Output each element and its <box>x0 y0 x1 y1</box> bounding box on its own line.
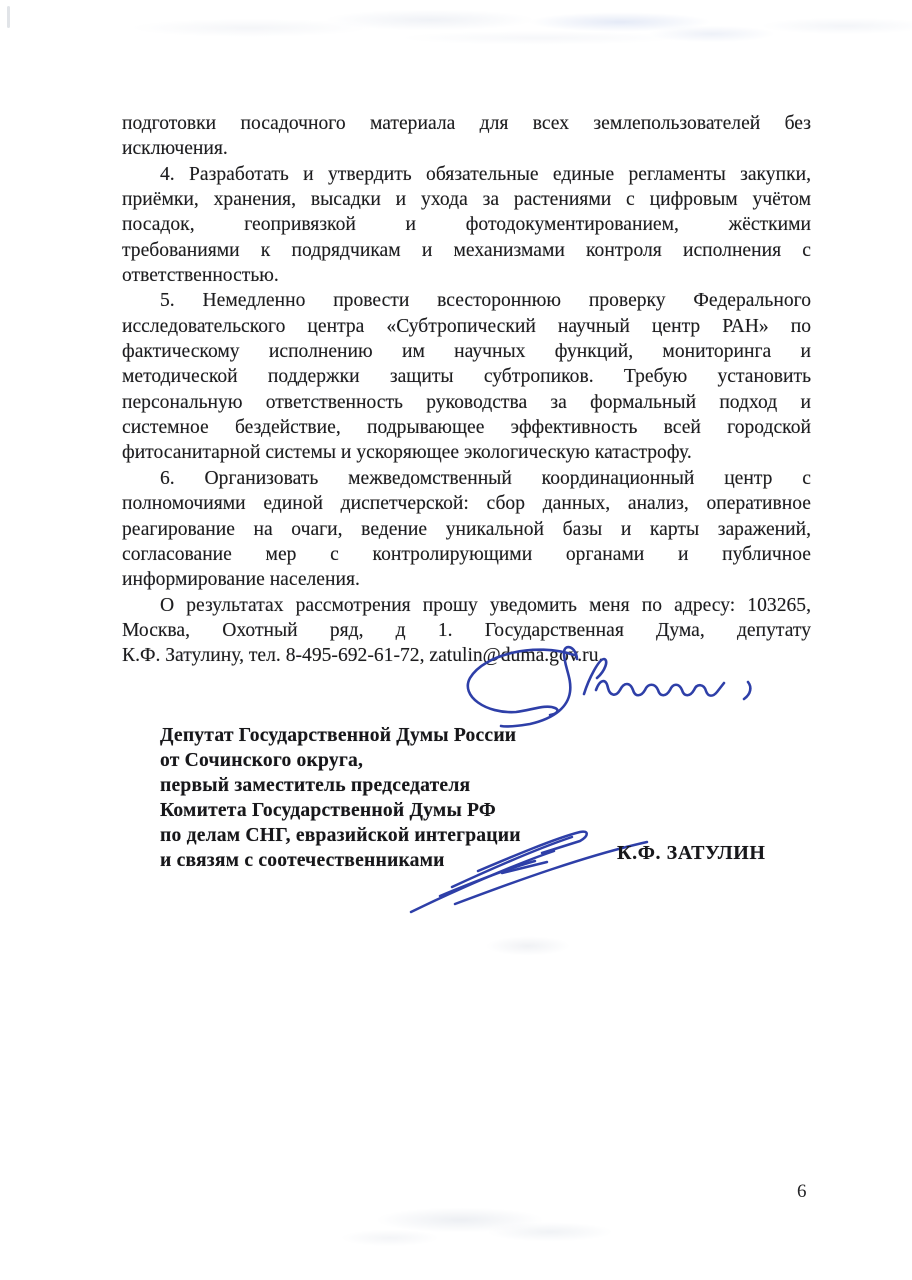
signature-block-line: по делам СНГ, евразийской интеграции <box>160 825 521 847</box>
body-text-line: системное бездействие, подрывающее эффективность всей городской <box>122 417 811 439</box>
body-text-line: требованиями к подрядчикам и механизмами контроля исполнения с <box>122 239 811 261</box>
body-text-line: 6. Организовать межведомственный координационный центр с <box>160 467 811 489</box>
body-text-line: посадок, геопривязкой и фотодокументированием, жёсткими <box>122 214 811 236</box>
body-text-line: О результатах рассмотрения прошу уведомить меня по адресу: 103265, <box>160 594 811 616</box>
signature-block-line: от Сочинского округа, <box>160 750 364 772</box>
signature-block-line: и связям с соотечественниками <box>160 850 445 872</box>
body-text-line: согласование мер с контролирующими органами и публичное <box>122 543 811 565</box>
body-text-line: фитосанитарной системы и ускоряющее экологическую катастрофу. <box>122 442 692 464</box>
signature-block <box>160 723 521 874</box>
signature-block-line: Депутат Государственной Думы России <box>160 725 517 746</box>
body-text-line: персональную ответственность руководства за формальный подход и <box>122 391 811 413</box>
body-text-line: Москва, Охотный ряд, д 1. Государственная Дума, депутату <box>122 619 811 641</box>
document-body <box>122 111 811 669</box>
body-text-line: 5. Немедленно провести всестороннюю проверку Федерального <box>160 290 811 312</box>
body-text-line: фактическому исполнению им научных функций, мониторинга и <box>122 341 811 363</box>
signer-name: К.Ф. ЗАТУЛИН <box>617 842 766 864</box>
body-text-line: ответственностью. <box>122 265 279 287</box>
body-text-line: 4. Разработать и утвердить обязательные единые регламенты закупки, <box>160 163 811 185</box>
signature-block-line: первый заместитель председателя <box>160 775 471 797</box>
body-text-line: методической поддержки защиты субтропиков. Требую установить <box>122 366 811 388</box>
body-text-line: приёмки, хранения, высадки и ухода за растениями с цифровым учётом <box>122 189 811 211</box>
body-text-line: реагирование на очаги, ведение уникальной базы и карты заражений, <box>122 518 811 540</box>
scan-artifact-bottom <box>320 1198 630 1256</box>
body-text-line: подготовки посадочного материала для всех землепользователей без <box>122 113 811 134</box>
body-text-line: полномочиями единой диспетчерской: сбор данных, анализ, оперативное <box>122 493 811 515</box>
scan-artifact-top <box>0 0 912 52</box>
body-text-line: информирование населения. <box>122 569 360 591</box>
body-text-line: исследовательского центра «Субтропический научный центр РАН» по <box>122 315 811 337</box>
page-number: 6 <box>797 1181 807 1202</box>
body-text-line: К.Ф. Затулину, тел. 8-495-692-61-72, zatulin@duma.gov.ru. <box>122 645 604 667</box>
body-text-line: исключения. <box>122 138 228 160</box>
signature-block-line: Комитета Государственной Думы РФ <box>160 800 496 822</box>
scan-artifact-smudge <box>468 930 588 964</box>
scan-artifact-left-mark <box>7 6 10 28</box>
